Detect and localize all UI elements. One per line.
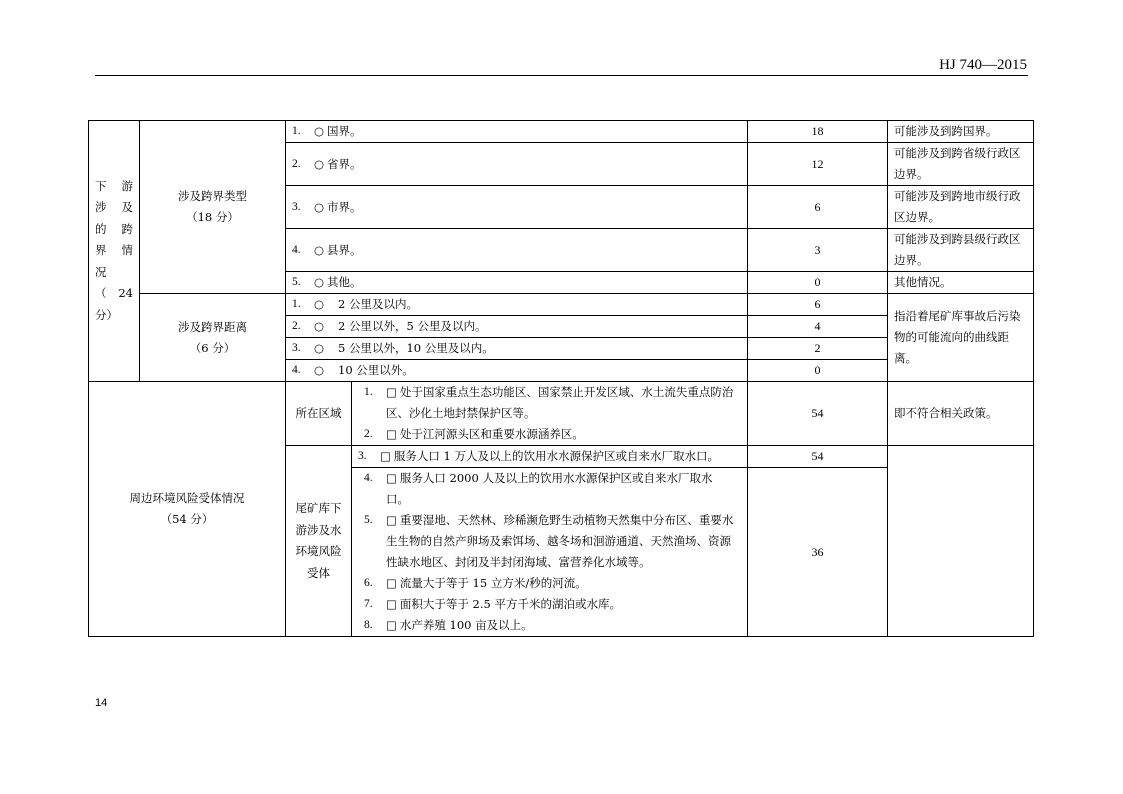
option-cell: 3. ○ 市界。	[286, 186, 748, 229]
boundary-distance-label: 涉及跨界距离 （6 分）	[140, 294, 286, 382]
note-cell: 可能涉及到跨国界。	[888, 121, 1034, 143]
receptor-label: 尾矿库下游涉及水环境风险受体	[286, 446, 352, 637]
option-cell: 5. ○ 其他。	[286, 272, 748, 294]
option-cell: 4. □ 服务人口 2000 人及以上的饮用水水源保护区或自来水厂取水口。 5. □ 重要湿地、天然林、珍稀濒危野生动植物天然集中分布区、重要水生生物的自然产卵场及索饵场、越冬场和洄游通道、天然渔场、资源性缺水地区、封闭及半封闭海域、富营养化水域等。 6. □ 流量大于等于 15 立方米/秒的河流。 7. □ 面积大于等于 2.5 平方千米的湖泊或水库。 8. □ 水产养殖 100 亩及以上。	[352, 468, 748, 637]
note-cell: 即不符合相关政策。	[888, 382, 1034, 446]
score-cell: 54	[748, 382, 888, 446]
option-cell: 3. □ 服务人口 1 万人及以上的饮用水水源保护区或自来水厂取水口。	[352, 446, 748, 468]
score-cell: 0	[748, 272, 888, 294]
score-cell: 6	[748, 186, 888, 229]
header-rule	[95, 75, 1028, 76]
score-cell: 12	[748, 143, 888, 186]
boundary-type-label: 涉及跨界类型 （18 分）	[140, 121, 286, 294]
option-cell: 1. ○ 国界。	[286, 121, 748, 143]
option-cell: 3. ○ 5 公里以外，10 公里及以内。	[286, 338, 748, 360]
table-row	[89, 294, 1034, 316]
note-cell: 可能涉及到跨省级行政区边界。	[888, 143, 1034, 186]
option-cell: 4. ○ 县界。	[286, 229, 748, 272]
score-cell: 2	[748, 338, 888, 360]
location-label: 所在区域	[286, 382, 352, 446]
note-cell: 其他情况。	[888, 272, 1034, 294]
surrounding-receptor-label: 周边环境风险受体情况 （54 分）	[89, 382, 286, 637]
score-cell: 6	[748, 294, 888, 316]
scoring-table	[88, 120, 1034, 637]
note-cell: 可能涉及到跨县级行政区边界。	[888, 229, 1034, 272]
standard-code: HJ 740—2015	[939, 57, 1027, 73]
option-cell: 4. ○ 10 公里以外。	[286, 360, 748, 382]
option-cell: 1. □ 处于国家重点生态功能区、国家禁止开发区域、水土流失重点防治区、沙化土地封禁保护区等。 2. □ 处于江河源头区和重要水源涵养区。	[352, 382, 748, 446]
score-cell: 18	[748, 121, 888, 143]
note-cell: 指沿着尾矿库事故后污染物的可能流向的曲线距离。	[888, 294, 1034, 382]
table-row	[89, 382, 1034, 446]
note-cell: 可能涉及到跨地市级行政区边界。	[888, 186, 1034, 229]
score-cell: 0	[748, 360, 888, 382]
score-cell: 54	[748, 446, 888, 468]
score-cell: 36	[748, 468, 888, 637]
category-downstream: 下 游 涉 及 的 跨 界 情 况 （ 24 分）	[89, 121, 140, 382]
table-row	[89, 121, 1034, 143]
option-cell: 1. ○ 2 公里及以内。	[286, 294, 748, 316]
page-number: 14	[95, 697, 108, 709]
option-cell: 2. ○ 2 公里以外，5 公里及以内。	[286, 316, 748, 338]
score-cell: 4	[748, 316, 888, 338]
option-cell: 2. ○ 省界。	[286, 143, 748, 186]
note-cell-empty	[888, 446, 1034, 637]
score-cell: 3	[748, 229, 888, 272]
